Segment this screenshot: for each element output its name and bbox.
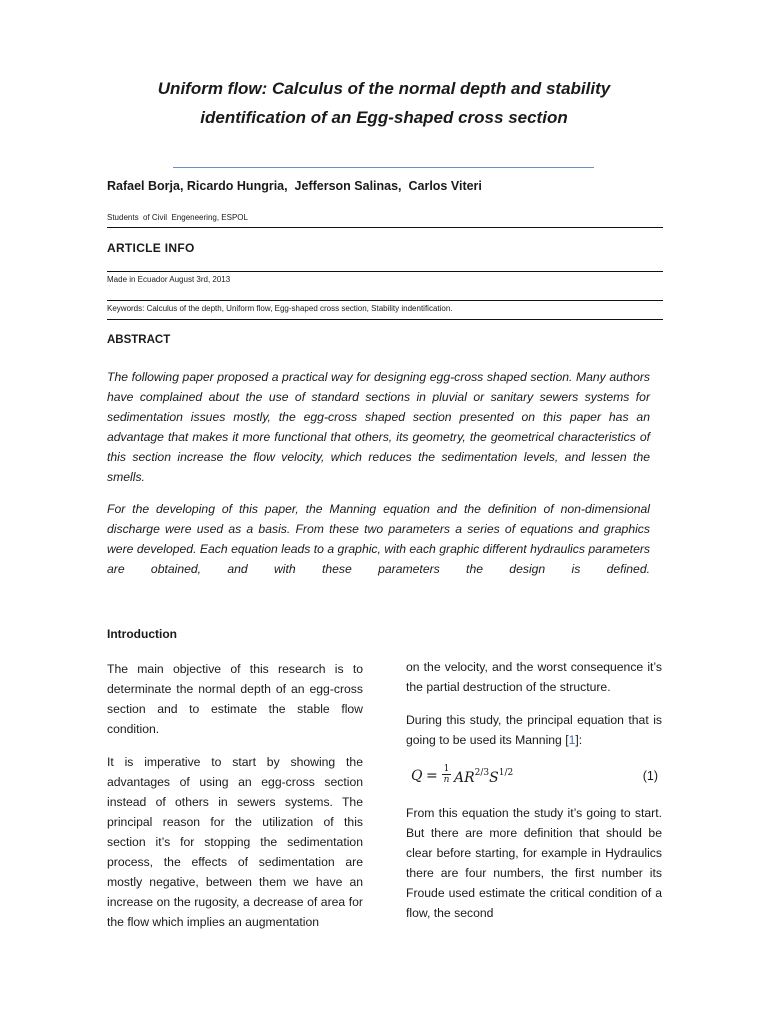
article-info-heading: ARTICLE INFO	[107, 241, 195, 255]
citation-link[interactable]: 1	[568, 733, 576, 747]
abstract-paragraph: For the developing of this paper, the Manning equation and the definition of non-dimensional discharge were used as a basis. From these two parameters a series of equations and graphics were developed. Each equation leads to a graphic, with each graphic different hydraulics parameters are obtained, and with these parameters the design is defined.	[107, 502, 650, 576]
area-term: A	[454, 770, 465, 786]
equation-lhs: Q	[411, 768, 423, 784]
paper-title: Uniform flow: Calculus of the normal depth and stability identification of an Egg-shaped cross section	[157, 79, 611, 127]
abstract-paragraph: The following paper proposed a practical way for designing egg-cross shaped section. Many authors have complained about the use of standard sections in pluvial or sanitary sewers systems for sedimentation issues mostly, the egg-cross shaped section presented on this paper has an advantage that makes it more functional that others, its geometry, the geometrical characteristics of this section increase the flow velocity, which reduces the sedimentation levels, and lessen the smells.	[107, 370, 650, 484]
keywords: Keywords: Calculus of the depth, Uniform flow, Egg-shaped cross section, Stability indentification.	[107, 304, 453, 313]
body-paragraph: The main objective of this research is to determinate the normal depth of an egg-cross section and to estimate the stable flow condition.	[107, 662, 363, 736]
body-paragraph: It is imperative to start by showing the advantages of using an egg-cross section instead of others in sewers systems. The principal reason for the utilization of this section it’s for stopping the sedimentation process, the effects of sedimentation are mostly negative, between them we have an increase on the rugosity, a decrease of area for the flow which implies an augmentation	[107, 755, 363, 929]
equation-rhs	[454, 768, 513, 786]
slope-exponent: 1/2	[498, 768, 514, 778]
author-list: Rafael Borja, Ricardo Hungria, Jefferson Salinas, Carlos Viteri	[107, 179, 482, 193]
fraction-denominator: n	[443, 775, 450, 785]
manning-equation	[411, 764, 658, 792]
fraction-numerator: 1	[443, 764, 450, 774]
equation-number: (1)	[642, 769, 658, 783]
section-heading-introduction: Introduction	[107, 627, 177, 641]
abstract-heading: ABSTRACT	[107, 334, 171, 346]
radius-term: R	[464, 770, 475, 786]
body-paragraph: on the velocity, and the worst consequence it’s the partial destruction of the structure.	[406, 660, 662, 694]
divider	[107, 227, 663, 228]
equation-fraction	[442, 764, 451, 785]
title-divider	[173, 167, 594, 168]
divider	[107, 271, 663, 272]
divider	[107, 300, 663, 301]
publication-note: Made in Ecuador August 3rd, 2013	[107, 275, 231, 284]
affiliation: Students of Civil Engeneering, ESPOL	[107, 213, 248, 222]
paragraph-text: During this study, the principal equation that is going to be used its Manning [	[406, 713, 662, 747]
body-paragraph	[406, 710, 662, 750]
equation-equals: =	[426, 768, 438, 784]
radius-exponent: 2/3	[474, 768, 490, 778]
body-paragraph: From this equation the study it’s going to start. But there are more definition that should be clear before starting, for example in Hydraulics there are four numbers, the first number its Froude used estimate the critical condition of a flow, the second	[406, 806, 662, 920]
divider	[107, 319, 663, 320]
paragraph-text: ]:	[575, 733, 583, 747]
slope-term: S	[489, 770, 499, 786]
